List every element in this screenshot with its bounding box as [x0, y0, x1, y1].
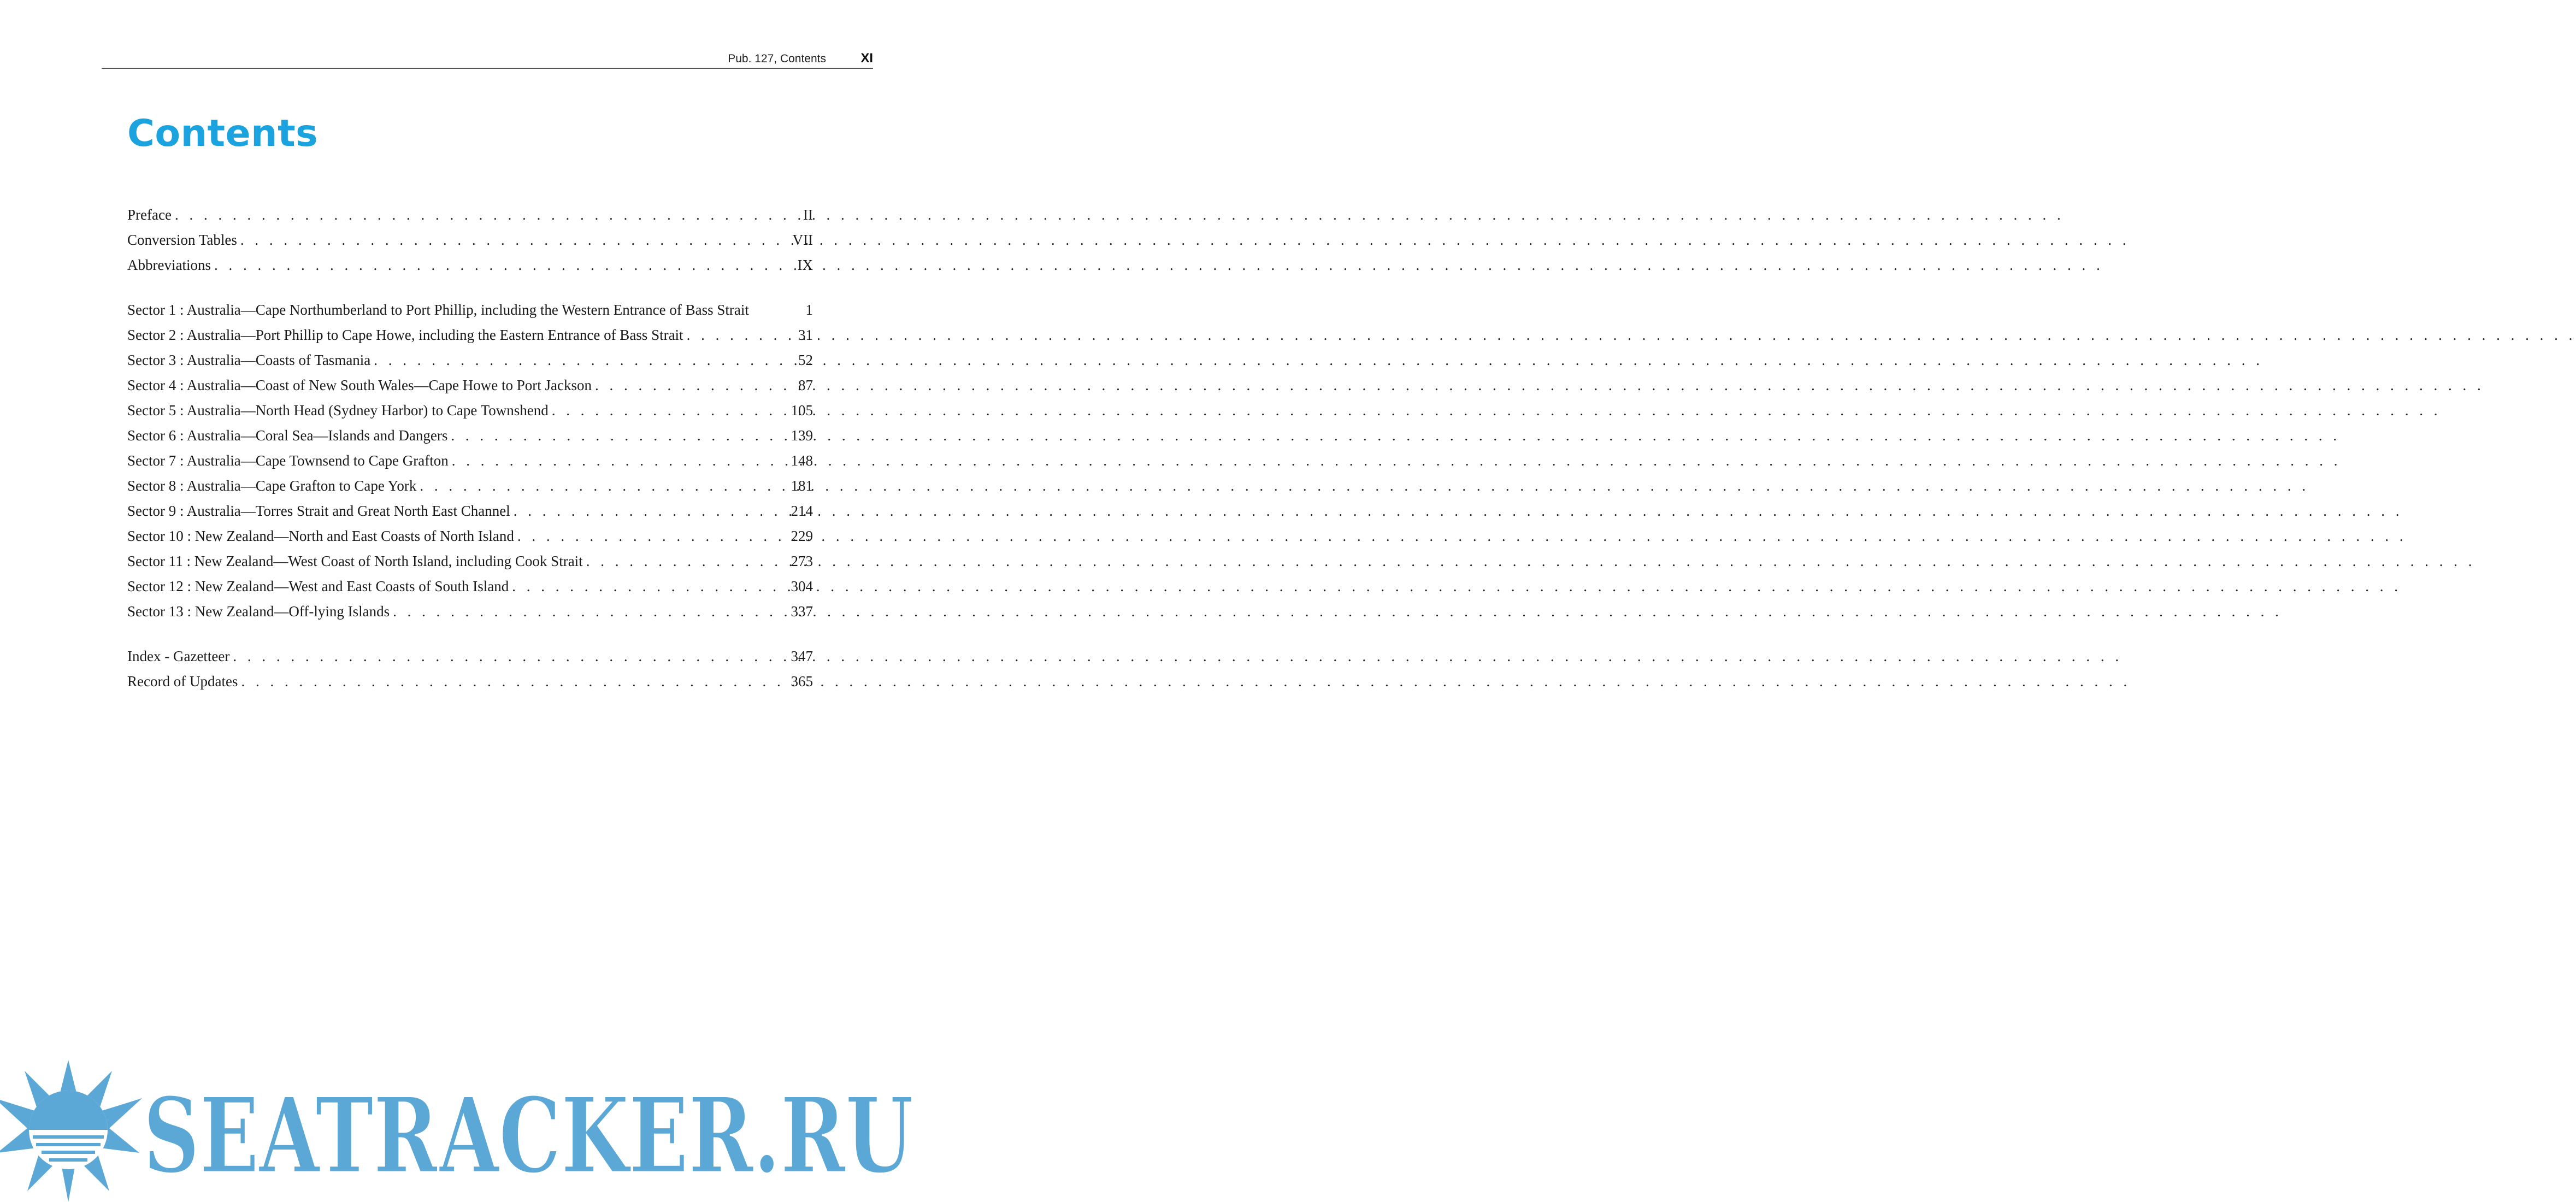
toc-entry-page: VII: [792, 232, 813, 248]
toc-entry-title: Sector 8 : Australia—Cape Grafton to Cape York: [127, 478, 417, 494]
toc-entry-page: 304: [791, 578, 813, 594]
dot-leader: [552, 398, 788, 423]
toc-sectors: [127, 297, 813, 624]
dot-leader: [687, 322, 795, 347]
toc-entry-title: Sector 7 : Australia—Cape Townsend to Cape Grafton: [127, 452, 449, 469]
toc-entry-title: Sector 6 : Australia—Coral Sea—Islands and Dangers: [127, 427, 448, 444]
toc-entry-sector-10[interactable]: [127, 523, 813, 549]
toc-entry-record-of-updates[interactable]: [127, 669, 813, 694]
toc-entry-title: Sector 2 : Australia—Port Phillip to Cape Howe, including the Eastern Entrance of Bass Strait: [127, 327, 683, 343]
toc-entry-page: 273: [791, 553, 813, 569]
toc-entry-title: Preface: [127, 207, 172, 223]
toc-entry-page: 105: [791, 402, 813, 419]
toc-entry-page: 1: [805, 302, 813, 318]
dot-leader: [514, 498, 788, 523]
toc-entry-page: 347: [791, 648, 813, 664]
toc-entry-title: Sector 12 : New Zealand—West and East Coasts of South Island: [127, 578, 509, 594]
toc-entry-page: 229: [791, 528, 813, 544]
toc-entry-page: IX: [797, 257, 813, 273]
toc-entry-title: Sector 13 : New Zealand—Off-lying Islands: [127, 603, 390, 620]
toc-entry-index-gazetteer[interactable]: [127, 644, 813, 669]
toc-entry-title: Sector 3 : Australia—Coasts of Tasmania: [127, 352, 371, 368]
toc-entry-sector-6[interactable]: [127, 423, 813, 448]
toc-entry-sector-3[interactable]: [127, 347, 813, 373]
sun-icon: [0, 1060, 142, 1202]
toc-entry-page: 87: [798, 377, 813, 393]
watermark-text: SEATRACKER.RU: [143, 1075, 913, 1197]
dot-leader: [233, 644, 787, 669]
toc-entry-title: Sector 4 : Australia—Coast of New South Wales—Cape Howe to Port Jackson: [127, 377, 592, 393]
toc-entry-title: Record of Updates: [127, 673, 238, 690]
dot-leader: [586, 549, 788, 574]
toc-entry-sector-1[interactable]: [127, 297, 813, 322]
dot-leader: [374, 347, 795, 373]
publication-label: Pub. 127, Contents: [728, 52, 826, 65]
running-header: [102, 52, 873, 69]
toc-entry-sector-12[interactable]: [127, 574, 813, 599]
toc-entry-title: Sector 5 : Australia—North Head (Sydney Harbor) to Cape Townshend: [127, 402, 549, 419]
toc-entry-abbreviations[interactable]: [127, 252, 813, 278]
page-title: Contents: [127, 112, 319, 155]
toc-entry-title: Sector 1 : Australia—Cape Northumberland to Port Phillip, including the Western Entrance of Bass Strait: [127, 302, 749, 318]
page-number: XI: [860, 51, 873, 66]
watermark: [0, 1060, 929, 1202]
toc-entry-title: Abbreviations: [127, 257, 211, 273]
toc-entry-page: II: [803, 207, 813, 223]
dot-leader: [595, 373, 795, 398]
toc-entry-page: 214: [791, 503, 813, 519]
toc-entry-page: 139: [791, 427, 813, 444]
toc-entry-title: Sector 11 : New Zealand—West Coast of North Island, including Cook Strait: [127, 553, 583, 569]
toc-entry-preface[interactable]: [127, 202, 813, 227]
toc-entry-sector-13[interactable]: [127, 599, 813, 624]
toc-entry-sector-7[interactable]: [127, 448, 813, 473]
dot-leader: [393, 599, 787, 624]
toc-entry-title: Sector 9 : Australia—Torres Strait and Great North East Channel: [127, 503, 510, 519]
toc-entry-title: Index - Gazetteer: [127, 648, 230, 664]
toc-front-matter: [127, 202, 813, 278]
dot-leader: [175, 202, 800, 227]
table-of-contents: [127, 202, 813, 694]
toc-entry-page: 337: [791, 603, 813, 620]
toc-entry-conversion-tables[interactable]: [127, 227, 813, 252]
toc-entry-page: 31: [798, 327, 813, 343]
toc-entry-page: 52: [798, 352, 813, 368]
toc-entry-sector-8[interactable]: [127, 473, 813, 498]
toc-entry-sector-5[interactable]: [127, 398, 813, 423]
dot-leader: [517, 523, 788, 549]
toc-entry-sector-2[interactable]: [127, 322, 813, 347]
toc-entry-page: 148: [791, 452, 813, 469]
dot-leader: [214, 252, 794, 278]
toc-entry-page: 181: [791, 478, 813, 494]
dot-leader: [451, 423, 787, 448]
toc-entry-title: Conversion Tables: [127, 232, 237, 248]
toc-entry-sector-11[interactable]: [127, 549, 813, 574]
toc-entry-sector-4[interactable]: [127, 373, 813, 398]
dot-leader: [240, 227, 789, 252]
toc-back-matter: [127, 644, 813, 694]
dot-leader: [452, 448, 788, 473]
toc-entry-title: Sector 10 : New Zealand—North and East Coasts of North Island: [127, 528, 514, 544]
dot-leader: [420, 473, 787, 498]
dot-leader: [512, 574, 787, 599]
toc-entry-page: 365: [791, 673, 813, 690]
dot-leader: [241, 669, 787, 694]
toc-entry-sector-9[interactable]: [127, 498, 813, 523]
